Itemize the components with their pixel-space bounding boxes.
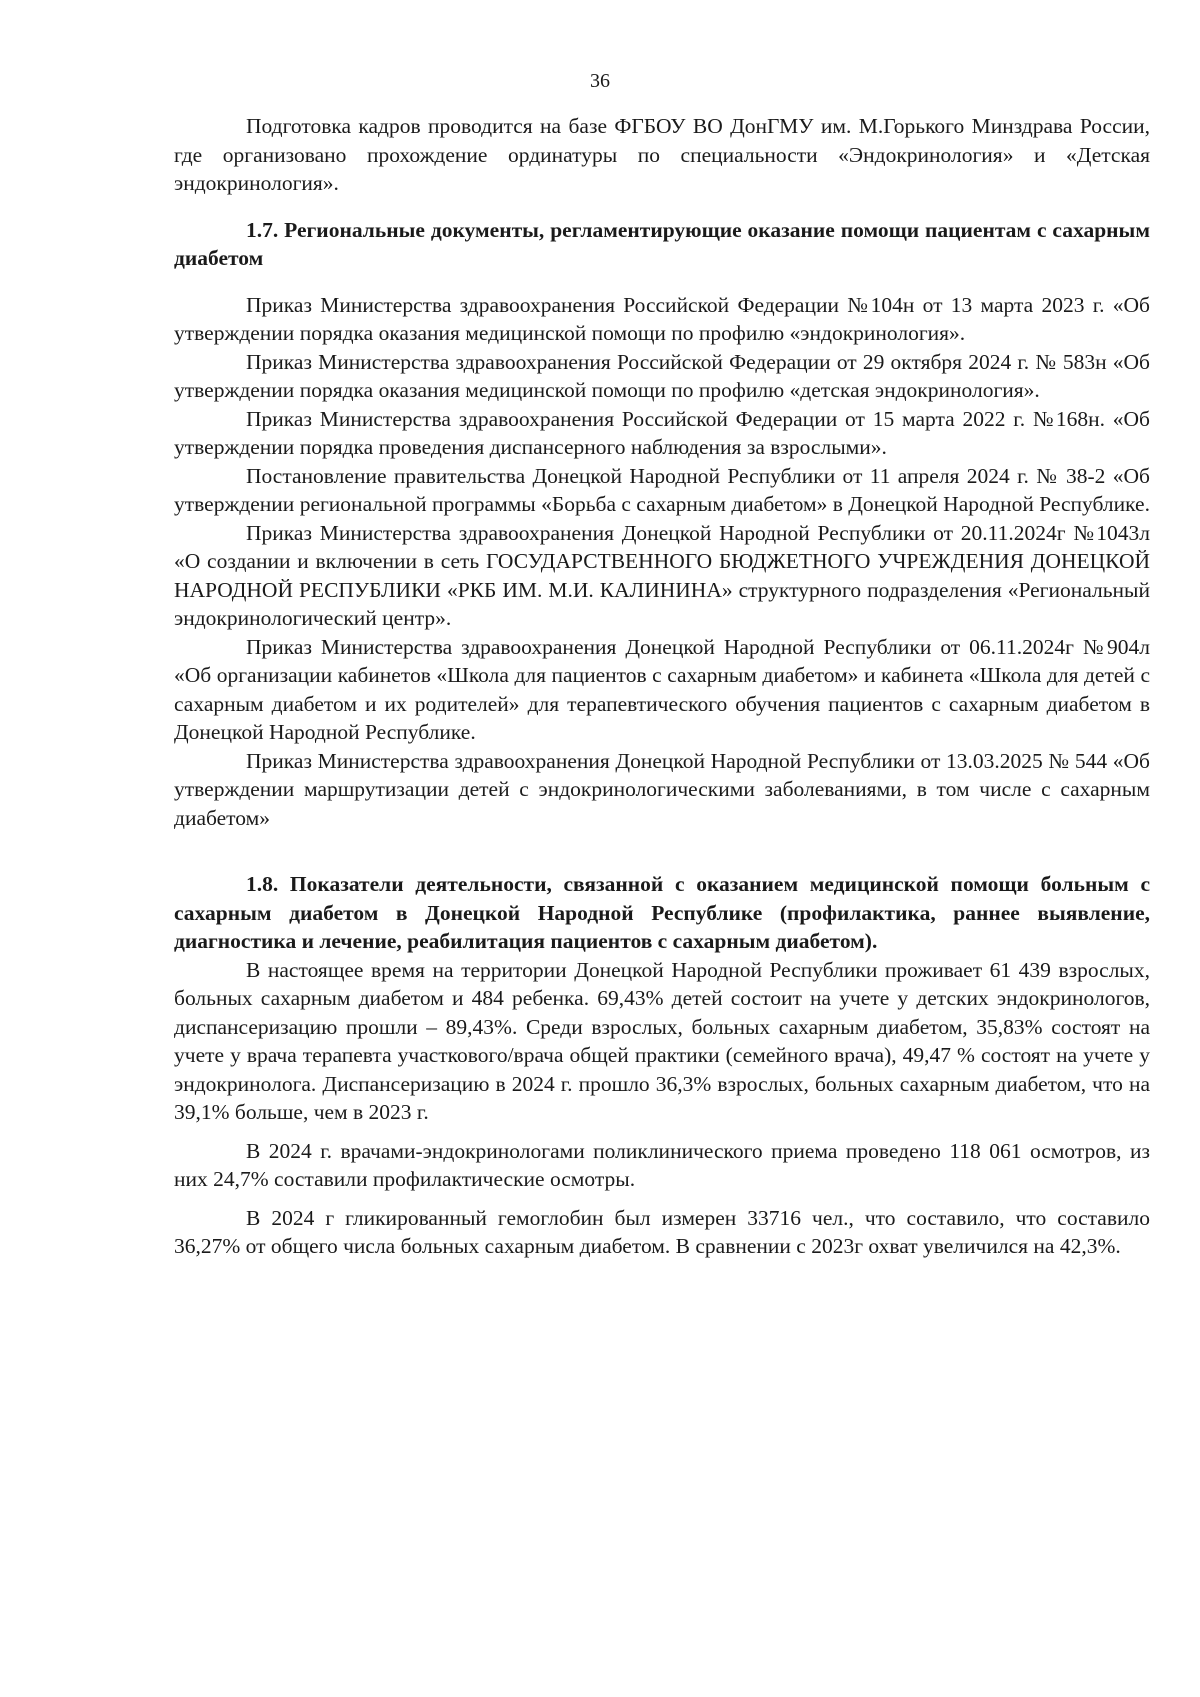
regulation-paragraph: Постановление правительства Донецкой Народной Республики от 11 апреля 2024 г. № 38-2 «Об утверждении региональной программы «Борьба с сахарным диабетом» в Донецкой Народной Республике. — [174, 463, 1150, 516]
section-1-8-heading: 1.8. Показатели деятельности, связанной с оказанием медицинской помощи больным с сахарным диабетом в Донецкой Народной Республике (профилактика, раннее выявление, диагностика и лечение, реабилитация пациентов с сахарным диабетом). — [174, 872, 1150, 953]
document-body — [174, 112, 1150, 1261]
regulation-paragraph: Приказ Министерства здравоохранения Российской Федерации от 15 марта 2022 г. №168н. «Об утверждении порядка проведения диспансерного наблюдения за взрослыми». — [174, 406, 1150, 459]
regulation-paragraph: Приказ Министерства здравоохранения Российской Федерации №104н от 13 марта 2023 г. «Об утверждении порядка оказания медицинской помощи по профилю «эндокринология». — [174, 292, 1150, 345]
intro-paragraph: Подготовка кадров проводится на базе ФГБОУ ВО ДонГМУ им. М.Горького Минздрава России, где организовано прохождение ординатуры по специальности «Эндокринология» и «Детская эндокринология». — [174, 114, 1150, 195]
statistics-paragraph: В 2024 г. врачами-эндокринологами поликлинического приема проведено 118 061 осмотров, из них 24,7% составили профилактические осмотры. — [174, 1138, 1150, 1191]
statistics-paragraph: В настоящее время на территории Донецкой Народной Республики проживает 61 439 взрослых, больных сахарным диабетом и 484 ребенка. 69,43% детей состоит на учете у детских эндокринологов, диспансеризацию прошли – 89,43%. Среди взрослых, больных сахарным диабетом, 35,83% состоят на учете у врача терапевта участкового/врача общей практики (семейного врача), 49,47 % состоят на учете у эндокринолога. Диспансеризацию в 2024 г. прошло 36,3% взрослых, больных сахарным диабетом, что на 39,1% больше, чем в 2023 г. — [174, 957, 1150, 1124]
regulation-paragraph: Приказ Министерства здравоохранения Донецкой Народной Республики от 20.11.2024г №1043л «О создании и включении в сеть ГОСУДАРСТВЕННОГО БЮДЖЕТНОГО УЧРЕЖДЕНИЯ ДОНЕЦКОЙ НАРОДНОЙ РЕСПУБЛИКИ «РКБ ИМ. М.И. КАЛИНИНА» структурного подразделения «Региональный эндокринологический центр». — [174, 520, 1150, 630]
page-number: 36 — [590, 70, 610, 92]
regulation-paragraph: Приказ Министерства здравоохранения Донецкой Народной Республики от 06.11.2024г №904л «Об организации кабинетов «Школа для пациентов с сахарным диабетом» и кабинета «Школа для детей с сахарным диабетом и их родителей» для терапевтического обучения пациентов с сахарным диабетом в Донецкой Народной Республике. — [174, 634, 1150, 744]
regulation-paragraph: Приказ Министерства здравоохранения Российской Федерации от 29 октября 2024 г. № 583н «Об утверждении порядка оказания медицинской помощи по профилю «детская эндокринология». — [174, 349, 1150, 402]
statistics-paragraph: В 2024 г гликированный гемоглобин был измерен 33716 чел., что составило, что составило 36,27% от общего числа больных сахарным диабетом. В сравнении с 2023г охват увеличился на 42,3%. — [174, 1205, 1150, 1258]
regulation-paragraph: Приказ Министерства здравоохранения Донецкой Народной Республики от 13.03.2025 № 544 «Об утверждении маршрутизации детей с эндокринологическими заболеваниями, в том числе с сахарным диабетом» — [174, 748, 1150, 830]
section-1-7-heading: 1.7. Региональные документы, регламентирующие оказание помощи пациентам с сахарным диабетом — [174, 217, 1150, 270]
